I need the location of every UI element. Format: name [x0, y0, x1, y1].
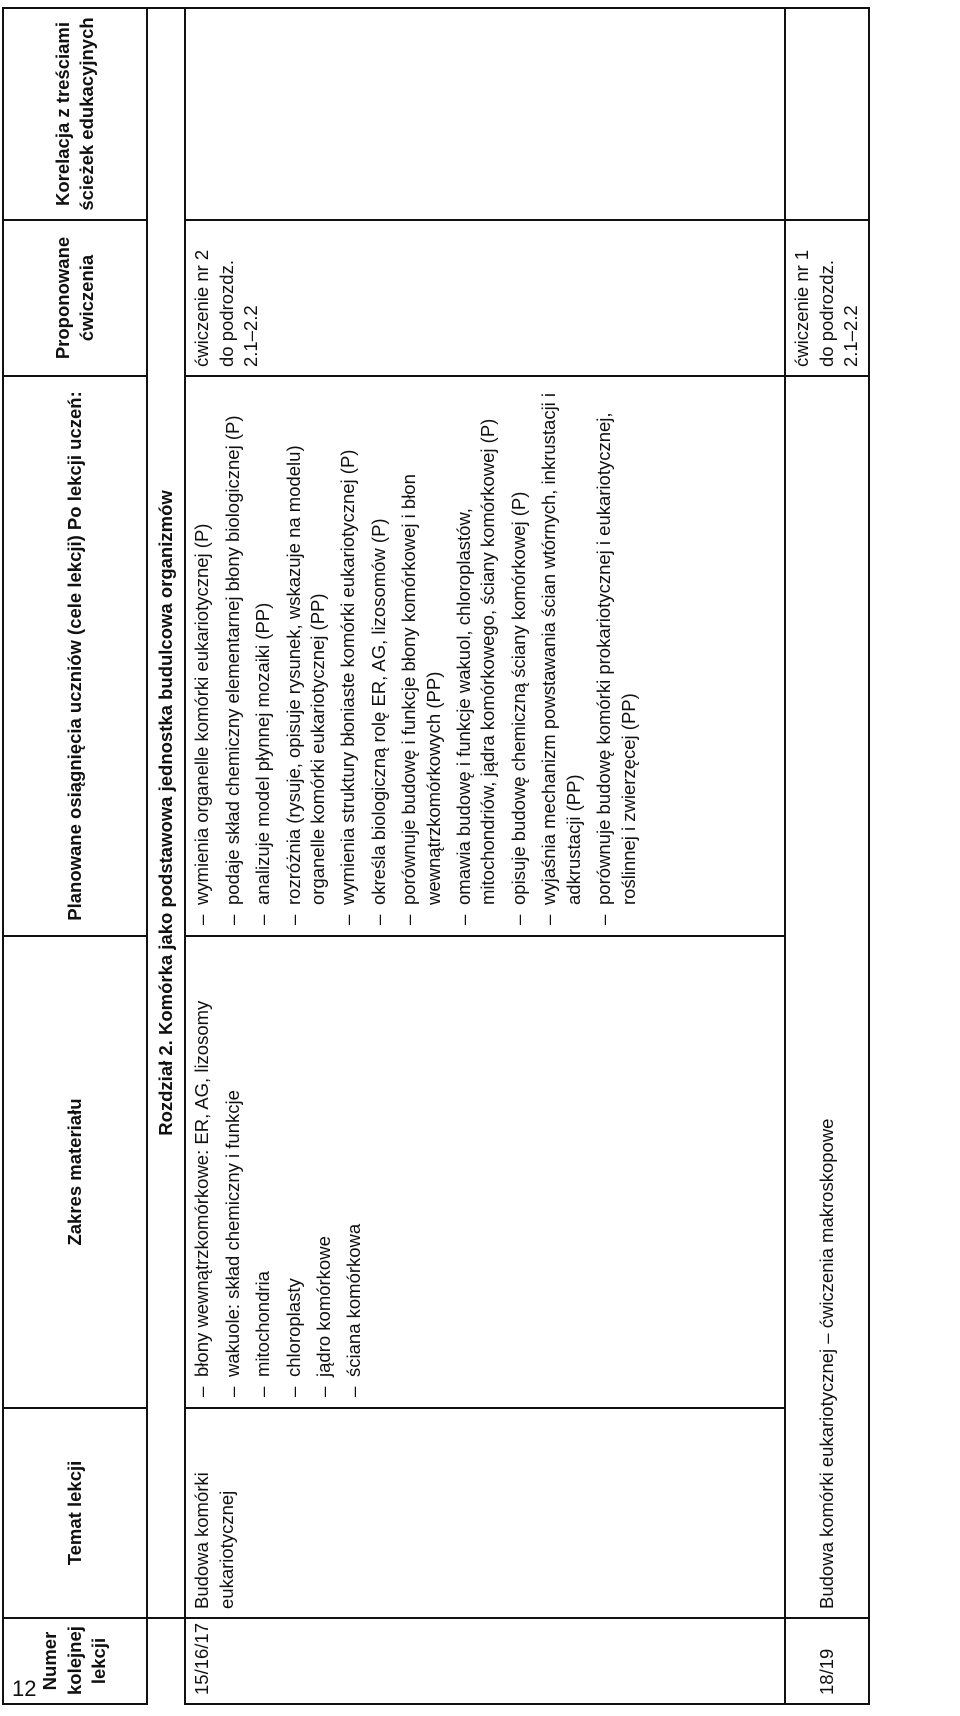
- list-item: – chloroplasty: [282, 945, 306, 1399]
- list-item: – mitochondria: [251, 945, 275, 1399]
- rotated-page: [2, 9, 942, 1705]
- list-item: – wymienia struktury błoniaste komórki eukariotycznej (P): [336, 385, 360, 927]
- header-exercises: Proponowane ćwiczenia: [3, 220, 147, 376]
- list-item: – błony wewnątrzkomórkowe: ER, AG, lizosomy: [190, 945, 214, 1399]
- lesson-topic: Budowa komórki eukariotycznej – ćwiczenia makroskopowe: [785, 376, 868, 1618]
- learning-goals-cell: [185, 376, 785, 936]
- list-item: – porównuje budowę i funkcje błony komórkowej i błon wewnątrzkomórkowych (PP): [397, 385, 446, 927]
- list-item: – omawia budowę i funkcje wakuol, chloroplastów, mitochondriów, jądra komórkowego, ściany komórkowej (P): [452, 385, 501, 927]
- list-item: – określa biologiczną rolę ER, AG, lizosomów (P): [367, 385, 391, 927]
- list-item: – ściana komórkowa: [342, 945, 366, 1399]
- lesson-number: 18/19: [785, 1618, 868, 1704]
- list-item: – wymienia organelle komórki eukariotycznej (P): [190, 385, 214, 927]
- page-number: 12: [12, 1676, 37, 1701]
- header-learning-goals: Planowane osiągnięcia uczniów (cele lekcji) Po lekcji uczeń:: [3, 376, 147, 936]
- lesson-plan-table: [2, 7, 870, 1705]
- section-title: Rozdział 2. Komórka jako podstawowa jednostka budulcowa organizmów: [147, 8, 185, 1618]
- correlation-cell: [185, 8, 785, 220]
- list-item: – jądro komórkowe: [312, 945, 336, 1399]
- section-row: [147, 8, 185, 1704]
- correlation-cell: [785, 8, 868, 220]
- header-correlation: Korelacja z treściami ścieżek edukacyjnych: [3, 8, 147, 220]
- exercises-cell: ćwiczenie nr 2 do podrozdz. 2.1–2.2: [185, 220, 785, 376]
- material-scope-cell: [185, 936, 785, 1408]
- lesson-topic: Budowa komórki eukariotycznej: [185, 1408, 785, 1618]
- list-item: – rozróżnia (rysuje, opisuje rysunek, wskazuje na modelu) organelle komórki eukariotycznej (PP): [282, 385, 331, 927]
- header-material-scope: Zakres materiału: [3, 936, 147, 1408]
- table-row: [185, 8, 785, 1704]
- list-item: – analizuje model płynnej mozaiki (PP): [251, 385, 275, 927]
- list-item: – wyjaśnia mechanizm powstawania ścian wtórnych, inkrustacji i adkrustacji (PP): [537, 385, 586, 927]
- exercises-cell: ćwiczenie nr 1 do podrozdz. 2.1–2.2: [785, 220, 868, 376]
- list-item: – porównuje budowę komórki prokariotycznej i eukariotycznej, roślinnej i zwierzęcej (PP): [592, 385, 641, 927]
- lesson-number: 15/16/17: [185, 1618, 785, 1704]
- list-item: – wakuole: skład chemiczny i funkcje: [221, 945, 245, 1399]
- header-lesson-topic: Temat lekcji: [3, 1408, 147, 1618]
- list-item: – opisuje budowę chemiczną ściany komórkowej (P): [507, 385, 531, 927]
- header-row: [3, 8, 147, 1704]
- section-spacer: [147, 1618, 185, 1704]
- table-row: [785, 8, 868, 1704]
- list-item: – podaje skład chemiczny elementarnej błony biologicznej (P): [221, 385, 245, 927]
- header-lesson-number: Numer kolejnej lekcji: [3, 1618, 147, 1704]
